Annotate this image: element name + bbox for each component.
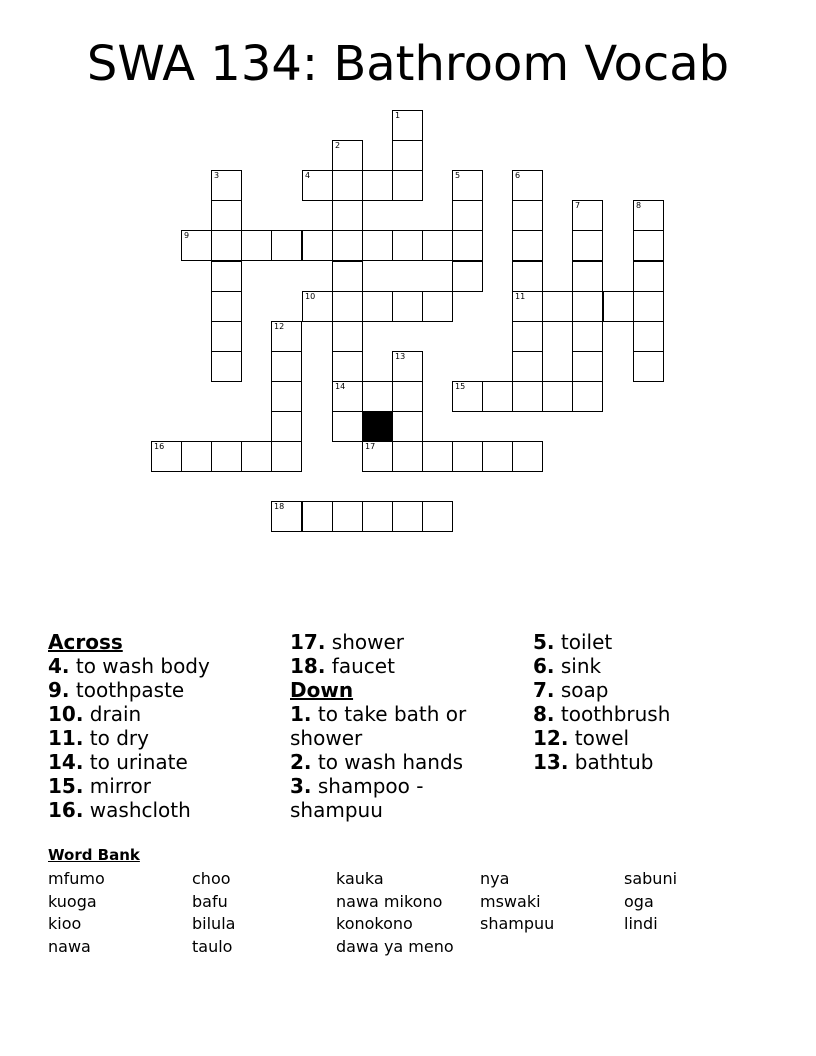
crossword-cell[interactable] <box>151 441 182 472</box>
clue-number: 14 <box>335 382 346 391</box>
word-bank-item: mswaki <box>480 891 541 911</box>
crossword-cell[interactable] <box>512 230 543 261</box>
crossword-cell[interactable] <box>392 291 423 322</box>
crossword-cell[interactable] <box>332 411 363 442</box>
crossword-cell[interactable] <box>211 291 242 322</box>
clue-number: 13 <box>395 352 406 361</box>
crossword-cell[interactable] <box>271 351 302 382</box>
crossword-cell[interactable] <box>392 351 423 382</box>
clue-across-16: 16. washcloth <box>48 798 191 822</box>
crossword-cell[interactable] <box>633 200 664 231</box>
word-bank-item: choo <box>192 869 231 888</box>
crossword-cell[interactable] <box>392 501 423 532</box>
word-bank-column-3 <box>336 868 454 958</box>
clue-down-5: 5. toilet <box>533 630 613 654</box>
crossword-cell[interactable] <box>452 170 483 201</box>
crossword-cell[interactable] <box>633 321 664 352</box>
crossword-cell[interactable] <box>332 501 363 532</box>
crossword-cell[interactable] <box>362 441 393 472</box>
crossword-cell[interactable] <box>422 230 453 261</box>
word-bank-item: lindi <box>624 914 658 934</box>
word-bank-item: nawa <box>48 936 91 956</box>
crossword-cell[interactable] <box>512 441 543 472</box>
clue-number: 4 <box>305 171 311 180</box>
crossword-cell[interactable] <box>572 381 603 412</box>
crossword-cell[interactable] <box>211 261 242 292</box>
word-bank-item: konokono <box>336 914 413 934</box>
word-bank-item: oga <box>624 891 654 911</box>
clues-column-2 <box>290 630 520 822</box>
crossword-cell[interactable] <box>452 261 483 292</box>
clue-down-8: 8. toothbrush <box>533 702 671 726</box>
crossword-cell[interactable] <box>633 230 664 261</box>
word-bank-item: kioo <box>48 914 82 934</box>
crossword-cell[interactable] <box>392 110 423 141</box>
word-bank-column-1 <box>48 868 105 958</box>
clue-down-2: 2. to wash hands <box>290 750 464 774</box>
crossword-cell[interactable] <box>392 441 423 472</box>
clue-number: 5 <box>455 171 461 180</box>
crossword-cell[interactable] <box>512 261 543 292</box>
crossword-cell[interactable] <box>211 441 242 472</box>
word-bank-item: sabuni <box>624 869 678 888</box>
clue-across-9: 9. toothpaste <box>48 678 185 702</box>
crossword-cell[interactable] <box>332 351 363 382</box>
crossword-cell[interactable] <box>452 381 483 412</box>
crossword-cell[interactable] <box>362 501 393 532</box>
crossword-cell[interactable] <box>332 170 363 201</box>
clue-number: 3 <box>214 171 220 180</box>
crossword-cell[interactable] <box>512 351 543 382</box>
word-bank-column-5 <box>624 868 677 936</box>
crossword-cell[interactable] <box>512 321 543 352</box>
clue-number: 9 <box>184 231 190 240</box>
crossword-cell[interactable] <box>332 321 363 352</box>
crossword-cell[interactable] <box>271 411 302 442</box>
clue-across-18: 18. faucet <box>290 654 395 678</box>
crossword-cell[interactable] <box>211 321 242 352</box>
crossword-cell[interactable] <box>633 261 664 292</box>
crossword-cell[interactable] <box>542 381 573 412</box>
clue-across-10: 10. drain <box>48 702 142 726</box>
crossword-cell[interactable] <box>362 381 393 412</box>
clue-number: 7 <box>575 201 581 210</box>
down-heading: Down <box>290 678 354 702</box>
crossword-cell[interactable] <box>362 291 393 322</box>
crossword-cell[interactable] <box>181 441 212 472</box>
crossword-cell[interactable] <box>512 170 543 201</box>
clue-across-15: 15. mirror <box>48 774 151 798</box>
crossword-cell[interactable] <box>482 381 513 412</box>
word-bank-column-2 <box>192 868 235 958</box>
crossword-cell[interactable] <box>572 230 603 261</box>
clue-down-7: 7. soap <box>533 678 609 702</box>
word-bank-item: bafu <box>192 891 228 911</box>
clue-number: 18 <box>274 502 285 511</box>
clue-number: 2 <box>335 141 341 150</box>
crossword-cell[interactable] <box>572 200 603 231</box>
crossword-cell[interactable] <box>572 321 603 352</box>
clue-number: 15 <box>455 382 466 391</box>
clue-down-1: 1. to take bath or shower <box>290 702 467 750</box>
word-bank-item: taulo <box>192 936 233 956</box>
crossword-cell[interactable] <box>211 200 242 231</box>
crossword-cell[interactable] <box>332 140 363 171</box>
crossword-cell[interactable] <box>392 230 423 261</box>
crossword-cell[interactable] <box>603 291 634 322</box>
crossword-cell[interactable] <box>512 291 543 322</box>
crossword-cell[interactable] <box>452 441 483 472</box>
crossword-cell[interactable] <box>271 441 302 472</box>
crossword-cell[interactable] <box>302 501 333 532</box>
clue-across-14: 14. to urinate <box>48 750 188 774</box>
crossword-cell[interactable] <box>392 170 423 201</box>
word-bank-column-4 <box>480 868 554 936</box>
crossword-cell[interactable] <box>302 230 333 261</box>
crossword-cell[interactable] <box>332 381 363 412</box>
clue-number: 10 <box>305 292 316 301</box>
clue-number: 6 <box>515 171 521 180</box>
clue-across-4: 4. to wash body <box>48 654 210 678</box>
crossword-cell[interactable] <box>512 381 543 412</box>
crossword-cell[interactable] <box>332 261 363 292</box>
across-heading: Across <box>48 630 123 654</box>
crossword-cell[interactable] <box>422 501 453 532</box>
word-bank-item: nya <box>480 869 510 888</box>
crossword-cell[interactable] <box>211 351 242 382</box>
crossword-cell[interactable] <box>211 230 242 261</box>
clue-down-12: 12. towel <box>533 726 630 750</box>
crossword-cell[interactable] <box>512 200 543 231</box>
crossword-cell[interactable] <box>572 261 603 292</box>
clue-number: 17 <box>365 442 376 451</box>
clue-across-17: 17. shower <box>290 630 405 654</box>
crossword-cell[interactable] <box>452 230 483 261</box>
crossword-cell[interactable] <box>271 381 302 412</box>
word-bank-item: mfumo <box>48 869 105 888</box>
crossword-cell[interactable] <box>241 230 272 261</box>
clues-column-3 <box>533 630 763 774</box>
crossword-cell[interactable] <box>181 230 212 261</box>
crossword-cell[interactable] <box>362 170 393 201</box>
crossword-cell[interactable] <box>211 170 242 201</box>
clues-column-1 <box>48 630 278 822</box>
word-bank-item: nawa mikono <box>336 891 443 911</box>
crossword-cell[interactable] <box>482 441 513 472</box>
word-bank-item: shampuu <box>480 914 555 934</box>
crossword-cell[interactable] <box>572 351 603 382</box>
clue-number: 12 <box>274 322 285 331</box>
crossword-block <box>362 411 393 442</box>
crossword-cell[interactable] <box>332 291 363 322</box>
crossword-cell[interactable] <box>422 291 453 322</box>
crossword-cell[interactable] <box>422 441 453 472</box>
crossword-cell[interactable] <box>542 291 573 322</box>
word-bank-item: kuoga <box>48 891 97 911</box>
crossword-cell[interactable] <box>271 501 302 532</box>
crossword-cell[interactable] <box>392 411 423 442</box>
crossword-cell[interactable] <box>332 230 363 261</box>
crossword-cell[interactable] <box>572 291 603 322</box>
clue-down-3: 3. shampoo - shampuu <box>290 774 424 822</box>
crossword-cell[interactable] <box>302 291 333 322</box>
clue-number: 8 <box>636 201 642 210</box>
word-bank-title: Word Bank <box>48 846 140 864</box>
clue-down-13: 13. bathtub <box>533 750 654 774</box>
crossword-cell[interactable] <box>633 291 664 322</box>
clue-number: 11 <box>515 292 526 301</box>
crossword-cell[interactable] <box>302 170 333 201</box>
crossword-cell[interactable] <box>241 441 272 472</box>
crossword-cell[interactable] <box>362 230 393 261</box>
word-bank-item: dawa ya meno <box>336 936 454 956</box>
crossword-cell[interactable] <box>392 140 423 171</box>
crossword-cell[interactable] <box>633 351 664 382</box>
crossword-cell[interactable] <box>332 200 363 231</box>
clue-down-6: 6. sink <box>533 654 602 678</box>
crossword-cell[interactable] <box>271 321 302 352</box>
clue-across-11: 11. to dry <box>48 726 149 750</box>
page-title: SWA 134: Bathroom Vocab <box>86 36 730 92</box>
word-bank-item: bilula <box>192 914 236 934</box>
crossword-cell[interactable] <box>271 230 302 261</box>
clue-number: 16 <box>154 442 165 451</box>
crossword-cell[interactable] <box>392 381 423 412</box>
word-bank-item: kauka <box>336 869 384 888</box>
crossword-cell[interactable] <box>452 200 483 231</box>
clue-number: 1 <box>395 111 401 120</box>
